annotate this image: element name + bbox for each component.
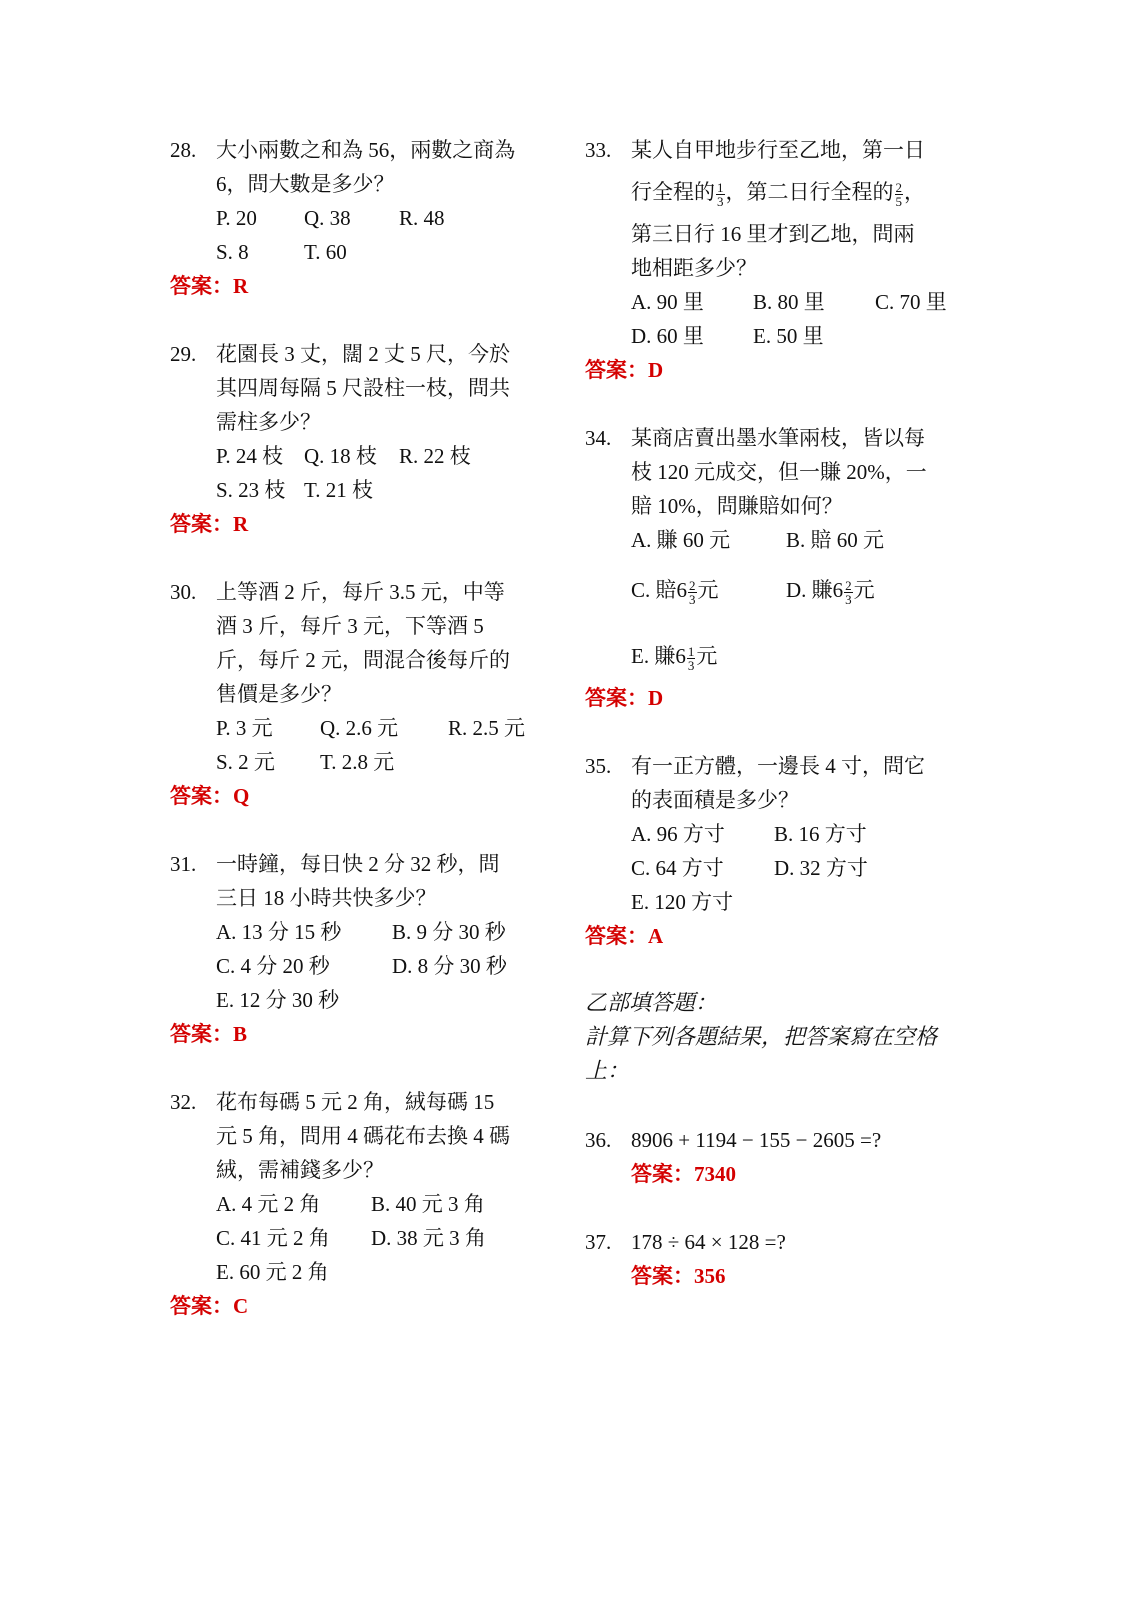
question-list-left bbox=[170, 133, 550, 1323]
answer bbox=[585, 681, 985, 715]
fraction bbox=[687, 645, 696, 672]
options bbox=[170, 915, 550, 1017]
option-row bbox=[216, 711, 550, 745]
question-number: 31. bbox=[170, 852, 197, 876]
option: P. 20 bbox=[216, 206, 257, 230]
option-row bbox=[631, 285, 985, 319]
question-line: 酒 3 斤，每斤 3 元，下等酒 5 bbox=[216, 614, 484, 638]
answer-label: 答案： bbox=[585, 924, 648, 948]
option-with-fraction bbox=[631, 631, 717, 681]
option-row bbox=[216, 949, 550, 983]
option-text: 元 bbox=[696, 644, 718, 668]
spacer bbox=[585, 953, 985, 987]
option: B. 40 元 3 角 bbox=[371, 1192, 485, 1216]
answer bbox=[170, 779, 550, 813]
fraction-numerator: 2 bbox=[895, 179, 902, 195]
question-line: 絨，需補錢多少？ bbox=[216, 1158, 384, 1182]
question-text bbox=[170, 133, 550, 201]
question-36 bbox=[585, 1123, 985, 1191]
options bbox=[170, 711, 550, 779]
answer-value: Q bbox=[233, 784, 250, 808]
question-28 bbox=[170, 133, 550, 303]
answer-value: A bbox=[648, 924, 664, 948]
option: E. 120 方寸 bbox=[631, 890, 734, 914]
answer-label: 答案： bbox=[170, 512, 233, 536]
option: E. 50 里 bbox=[753, 324, 824, 348]
fraction bbox=[895, 181, 904, 208]
question-line: 某商店賣出墨水筆兩枝，皆以每 bbox=[631, 426, 925, 450]
answer-value: B bbox=[233, 1022, 248, 1046]
option-row bbox=[216, 201, 550, 235]
question-line: 三日 18 小時共快多少？ bbox=[216, 886, 437, 910]
option: S. 23 枝 bbox=[216, 478, 286, 502]
option: B. 80 里 bbox=[753, 290, 825, 314]
option-text: C. 賠6 bbox=[631, 578, 688, 602]
option-row bbox=[216, 439, 550, 473]
option-row bbox=[216, 915, 550, 949]
options bbox=[585, 285, 985, 353]
section-title: 乙部填答題： bbox=[585, 991, 718, 1016]
answer bbox=[585, 353, 985, 387]
question-line: 某人自甲地步行至乙地，第一日 bbox=[631, 138, 925, 162]
left-column bbox=[170, 133, 550, 1323]
question-30 bbox=[170, 575, 550, 813]
question-line: 花布每碼 5 元 2 角，絨每碼 15 bbox=[216, 1090, 495, 1114]
spacer bbox=[585, 715, 985, 749]
question-32 bbox=[170, 1085, 550, 1323]
option-row bbox=[631, 565, 985, 615]
option-row bbox=[216, 235, 550, 269]
question-line: 大小兩數之和為 56，兩數之商為 bbox=[216, 138, 516, 162]
question-line: 需柱多少？ bbox=[216, 410, 321, 434]
question-text bbox=[170, 575, 550, 711]
option-row bbox=[631, 319, 985, 353]
question-number: 34. bbox=[585, 426, 612, 450]
fraction-denominator: 3 bbox=[687, 657, 695, 673]
option: C. 64 方寸 bbox=[631, 856, 724, 880]
answer-label: 答案： bbox=[585, 686, 648, 710]
option: T. 60 bbox=[304, 240, 347, 264]
option-row bbox=[216, 1255, 550, 1289]
spacer bbox=[585, 1191, 985, 1225]
calc-expression: 8906 + 1194 − 155 − 2605 =? bbox=[631, 1128, 882, 1152]
question-line-with-fractions bbox=[631, 167, 985, 217]
options bbox=[170, 439, 550, 507]
answer-label: 答案： bbox=[170, 1294, 233, 1318]
option: Q. 38 bbox=[304, 206, 351, 230]
answer-value: 7340 bbox=[694, 1162, 736, 1186]
option-text: E. 賺6 bbox=[631, 644, 686, 668]
answer-value: 356 bbox=[694, 1264, 726, 1288]
question-line: 花園長 3 丈，闊 2 丈 5 尺，今於 bbox=[216, 342, 510, 366]
answer-value: D bbox=[648, 358, 664, 382]
option: D. 60 里 bbox=[631, 324, 704, 348]
answer bbox=[585, 1157, 985, 1191]
option-text: 元 bbox=[697, 578, 719, 602]
option-text: 元 bbox=[853, 578, 875, 602]
option: R. 48 bbox=[399, 206, 445, 230]
question-line: 的表面積是多少？ bbox=[631, 788, 799, 812]
fraction bbox=[688, 579, 697, 606]
question-line: 賠 10%，問賺賠如何？ bbox=[631, 494, 843, 518]
fraction bbox=[716, 181, 725, 208]
option: A. 4 元 2 角 bbox=[216, 1192, 321, 1216]
option: T. 2.8 元 bbox=[320, 750, 395, 774]
question-line: 斤，每斤 2 元，問混合後每斤的 bbox=[216, 648, 510, 672]
option-row bbox=[631, 885, 985, 919]
section-b-header bbox=[585, 987, 985, 1089]
fraction-numerator: 2 bbox=[689, 577, 696, 593]
section-instruction: 計算下列各題結果，把答案寫在空格 bbox=[585, 1025, 938, 1050]
right-column bbox=[585, 133, 985, 1293]
option: A. 賺 60 元 bbox=[631, 528, 731, 552]
calc-expression: 178 ÷ 64 × 128 =? bbox=[631, 1230, 786, 1254]
option-row bbox=[631, 851, 985, 885]
option: P. 3 元 bbox=[216, 716, 273, 740]
question-text bbox=[170, 1085, 550, 1187]
options bbox=[585, 817, 985, 919]
option: D. 32 方寸 bbox=[774, 856, 868, 880]
option-with-fraction bbox=[631, 565, 786, 615]
question-37 bbox=[585, 1225, 985, 1293]
answer-label: 答案： bbox=[585, 358, 648, 382]
option-row bbox=[216, 473, 550, 507]
fraction-denominator: 3 bbox=[717, 193, 724, 209]
question-number: 28. bbox=[170, 138, 197, 162]
answer-label: 答案： bbox=[170, 274, 233, 298]
answer bbox=[170, 1289, 550, 1323]
answer bbox=[585, 1259, 985, 1293]
fraction-denominator: 5 bbox=[895, 193, 902, 209]
option: C. 70 里 bbox=[875, 290, 947, 314]
spacer bbox=[170, 303, 550, 337]
question-number: 30. bbox=[170, 580, 197, 604]
question-line: 有一正方體，一邊長 4 寸，問它 bbox=[631, 754, 925, 778]
option: S. 2 元 bbox=[216, 750, 275, 774]
question-text-part: ，第二日行全程的 bbox=[725, 180, 894, 204]
question-text-part: 行全程的 bbox=[631, 180, 715, 204]
question-29 bbox=[170, 337, 550, 541]
option: B. 16 方寸 bbox=[774, 822, 867, 846]
question-line: 售價是多少？ bbox=[216, 682, 342, 706]
fraction-numerator: 1 bbox=[717, 179, 724, 195]
question-number: 36. bbox=[585, 1128, 612, 1152]
question-text bbox=[170, 337, 550, 439]
option: C. 41 元 2 角 bbox=[216, 1226, 330, 1250]
question-35 bbox=[585, 749, 985, 953]
question-line: 元 5 角，問用 4 碼花布去換 4 碼 bbox=[216, 1124, 510, 1148]
option: R. 2.5 元 bbox=[448, 716, 526, 740]
question-text bbox=[585, 749, 985, 817]
option: A. 90 里 bbox=[631, 290, 704, 314]
question-line: 地相距多少？ bbox=[631, 256, 757, 280]
answer-label: 答案： bbox=[631, 1264, 694, 1288]
answer bbox=[170, 1017, 550, 1051]
fraction-denominator: 3 bbox=[845, 591, 852, 607]
fraction bbox=[844, 579, 853, 606]
option: S. 8 bbox=[216, 240, 249, 264]
option-row bbox=[216, 983, 550, 1017]
option: P. 24 枝 bbox=[216, 444, 284, 468]
options bbox=[585, 523, 985, 681]
answer-value: R bbox=[233, 512, 249, 536]
spacer bbox=[170, 813, 550, 847]
spacer bbox=[170, 1051, 550, 1085]
options bbox=[170, 201, 550, 269]
option-row bbox=[631, 523, 985, 557]
option-row bbox=[631, 817, 985, 851]
question-line: 其四周每隔 5 尺設柱一枝，問共 bbox=[216, 376, 510, 400]
option: C. 4 分 20 秒 bbox=[216, 954, 330, 978]
option-row bbox=[216, 1187, 550, 1221]
question-number: 33. bbox=[585, 138, 612, 162]
fraction-numerator: 1 bbox=[687, 643, 695, 659]
option: B. 9 分 30 秒 bbox=[392, 920, 506, 944]
option-text: D. 賺6 bbox=[786, 578, 844, 602]
answer bbox=[170, 269, 550, 303]
option: A. 96 方寸 bbox=[631, 822, 725, 846]
option: Q. 2.6 元 bbox=[320, 716, 399, 740]
question-34 bbox=[585, 421, 985, 715]
section-instruction: 上： bbox=[585, 1059, 630, 1084]
question-line: 6，問大數是多少？ bbox=[216, 172, 395, 196]
option: D. 38 元 3 角 bbox=[371, 1226, 486, 1250]
question-number: 29. bbox=[170, 342, 197, 366]
options bbox=[170, 1187, 550, 1289]
option-with-fraction bbox=[786, 565, 875, 615]
fraction-numerator: 2 bbox=[845, 577, 852, 593]
option: D. 8 分 30 秒 bbox=[392, 954, 507, 978]
option: T. 21 枝 bbox=[304, 478, 374, 502]
question-number: 32. bbox=[170, 1090, 197, 1114]
option: E. 12 分 30 秒 bbox=[216, 988, 340, 1012]
answer-value: R bbox=[233, 274, 249, 298]
question-text bbox=[585, 421, 985, 523]
answer-value: C bbox=[233, 1294, 249, 1318]
option-row bbox=[216, 1221, 550, 1255]
question-31 bbox=[170, 847, 550, 1051]
spacer bbox=[585, 1089, 985, 1123]
option-row bbox=[216, 745, 550, 779]
question-line: 第三日行 16 里才到乙地，問兩 bbox=[631, 222, 915, 246]
question-text-part: ， bbox=[904, 180, 925, 204]
question-text bbox=[585, 133, 985, 285]
option-row bbox=[631, 631, 985, 681]
answer bbox=[170, 507, 550, 541]
option: R. 22 枝 bbox=[399, 444, 471, 468]
question-line: 上等酒 2 斤，每斤 3.5 元，中等 bbox=[216, 580, 505, 604]
fraction-denominator: 3 bbox=[689, 591, 696, 607]
question-text bbox=[170, 847, 550, 915]
option: B. 賠 60 元 bbox=[786, 528, 885, 552]
question-line: 枝 120 元成交，但一賺 20%，一 bbox=[631, 460, 927, 484]
option: A. 13 分 15 秒 bbox=[216, 920, 342, 944]
question-number: 37. bbox=[585, 1230, 612, 1254]
answer bbox=[585, 919, 985, 953]
question-number: 35. bbox=[585, 754, 612, 778]
question-33 bbox=[585, 133, 985, 387]
question-line: 一時鐘，每日快 2 分 32 秒，問 bbox=[216, 852, 500, 876]
option: Q. 18 枝 bbox=[304, 444, 377, 468]
answer-label: 答案： bbox=[170, 784, 233, 808]
answer-label: 答案： bbox=[170, 1022, 233, 1046]
answer-label: 答案： bbox=[631, 1162, 694, 1186]
answer-value: D bbox=[648, 686, 664, 710]
spacer bbox=[585, 387, 985, 421]
spacer bbox=[170, 541, 550, 575]
option: E. 60 元 2 角 bbox=[216, 1260, 329, 1284]
